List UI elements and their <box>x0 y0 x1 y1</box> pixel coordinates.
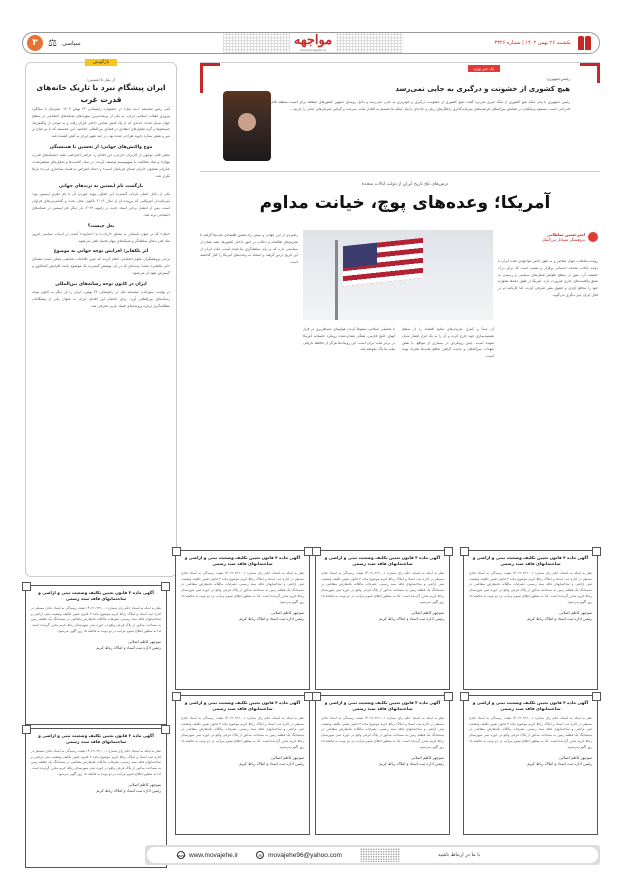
globe-icon: www <box>176 852 186 858</box>
masthead-pattern <box>223 33 403 53</box>
issue-date: یکشنبه ۲۶ بهمن ۱۴۰۲ | شماره ۳۳۲۶ <box>494 40 571 46</box>
notice-title: آگهی ماده ۳ قانون تعیین تکلیف وضعیت ثبتی و اراضی و ساختمانهای فاقد سند رسمی <box>184 700 301 712</box>
legal-notice <box>25 585 167 725</box>
decorative-corner <box>580 63 600 83</box>
masthead-logo[interactable]: مواجهه www.movajehe.ir <box>290 33 336 52</box>
legal-notice <box>463 550 598 690</box>
masthead-url: www.movajehe.ir <box>299 48 327 52</box>
notice-signer: منوچهر کاظم اصلانی <box>558 755 592 761</box>
footer-email[interactable] <box>256 851 342 859</box>
top-story <box>200 62 600 172</box>
notice-title: آگهی ماده ۳ قانون تعیین تکلیف وضعیت ثبتی و اراضی و ساختمانهای فاقد سند رسمی <box>184 555 301 567</box>
left-column-article <box>25 62 177 577</box>
decorative-corner <box>200 63 220 93</box>
section-text: یکی از دلایل اصلی بازتاب گسترده این اتفاق، پیوند خوردن آن با نام جفری اپستین بود؛ سرمایه‌دار آمریکایی که پرونده او از سال ۲۰۱۹ تاکنون محل بحث و گمانه‌زنی‌های فراوان است. پس از انتشار برخی اسناد جدید در ژانویه ۲۰۲۴، بار دیگر نام اپستین در شبکه‌های اجتماعی ترند شد. <box>32 192 170 217</box>
newspaper-logo-icon <box>577 36 591 50</box>
author-pen-icon <box>588 232 598 242</box>
footer-website[interactable] <box>177 851 238 859</box>
notice-title: آگهی ماده ۳ قانون تعیین تکلیف وضعیت ثبتی و اراضی و ساختمانهای فاقد سند رسمی <box>38 733 154 745</box>
notice-signer: منوچهر کاظم اصلانی <box>270 755 304 761</box>
decorative-dots <box>360 848 400 862</box>
notice-signer: منوچهر کاظم اصلانی <box>558 610 592 616</box>
top-story-kicker: رئیس‌جمهوری: <box>545 76 570 81</box>
main-col-right: روایت تعاملات جهان معاصر و به طور خاص مواجهه‌ی ملت ایران با دولت ایالات متحده داستانی پرفراز و نشیب است که برای درک حقیقت آن، عبور از سطح ظواهر شعارهای سیاسی و رسیدن به عمق واقعیت‌های جاری ضرورت دارد. آمریکا در طول دهه‌ها همواره خود را مدافع آزادی و حقوق بشر معرفی کرده، اما کارنامه او در قبال ایران چیز دیگری می‌گوید. <box>498 259 598 298</box>
page-header <box>22 32 600 54</box>
notice-signer: منوچهر کاظم اصلانی <box>127 639 161 645</box>
article-title: ایران پیشگام نبرد با تاریک خانه‌های قدرت غرب <box>36 83 166 104</box>
notice-body: نظر به اینکه به استناد حکم رای شماره ۱۴۰۲۶۰۳۲۱۰۰۱ هیئت رسیدگی به اسناد عادی مستقر در اداره ثبت اسناد و املاک رباط کریم موضوع ماده ۳ قانون تعیین تکلیف وضعیت ثبتی اراضی و ساختمانهای فاقد سند رسمی، تصرفات مالکانه بلامعارض متقاضی در ششدانگ یک قطعه زمین به مساحت مذکور از پلاک فرعی واقع در حوزه ثبتی شهرستان رباط کریم محرز گردیده است. لذا به منظور اطلاع عموم مراتب در دو نوبت به فاصله ۱۵ روز آگهی می‌شود. <box>321 570 445 605</box>
author-name: امیرحسین سلطانی <box>546 232 585 237</box>
footer-slogan: با ما در ارتباط باشید <box>437 852 481 858</box>
notice-body: نظر به اینکه به استناد حکم رای شماره ۱۴۰۲۶۰۳۲۱۰۰۱ هیئت رسیدگی به اسناد عادی مستقر در اداره ثبت اسناد و املاک رباط کریم موضوع ماده ۳ قانون تعیین تکلیف وضعیت ثبتی اراضی و ساختمانهای فاقد سند رسمی، تصرفات مالکانه بلامعارض متقاضی در ششدانگ یک قطعه زمین به مساحت مذکور از پلاک فرعی واقع در حوزه ثبتی شهرستان رباط کریم محرز گردیده است. لذا به منظور اطلاع عموم مراتب در دو نوبت به فاصله ۱۵ روز آگهی می‌شود. <box>31 605 161 634</box>
author-byline <box>498 232 598 242</box>
section-text: در نهایت، سوزاندن مجسمه بعل در راهپیمایی ۲۲ بهمن، ایران را بار دیگر به کانون توجه رسانه‌های بین‌المللی آورد. برای حامیان این اقدام، ایران به عنوان یکی از پیشگامان مطالبه‌گری درباره پرونده‌های فساد غربی معرفی شد. <box>32 289 170 308</box>
notice-signer-role: رئیس اداره ثبت اسناد و املاک رباط کریم <box>239 761 304 767</box>
main-col-left: راهبردی از این جهانی و بستن راه تنفس اقتصادی ملت‌ها گرفته تا تحریم‌های ظالمانه و دخالت در امور داخلی کشورها، همه نشان از سیاستی دارد که بر پایه سلطه‌گری بنا شده است. ملت ایران از این تاریخ درس گرفته و اعتماد به وعده‌های آمریکا را کنار گذاشته است. <box>200 233 298 265</box>
section-heading: بازگشت نام اپستین به ترندهای جهانی <box>58 184 144 190</box>
notice-signer: منوچهر کاظم اصلانی <box>127 782 161 788</box>
page-footer <box>145 845 600 865</box>
main-story-kicker: درس‌های تلخ تاریخ ایران از دولت ایالات متحده <box>361 182 449 187</box>
notice-body: نظر به اینکه به استناد حکم رای شماره ۱۴۰۲۶۰۳۲۱۰۰۱ هیئت رسیدگی به اسناد عادی مستقر در اداره ثبت اسناد و املاک رباط کریم موضوع ماده ۳ قانون تعیین تکلیف وضعیت ثبتی اراضی و ساختمانهای فاقد سند رسمی، تصرفات مالکانه بلامعارض متقاضی در ششدانگ یک قطعه زمین به مساحت مذکور از پلاک فرعی واقع در حوزه ثبتی شهرستان رباط کریم محرز گردیده است. لذا به منظور اطلاع عموم مراتب در دو نوبت به فاصله ۱۵ روز آگهی می‌شود. <box>181 570 305 605</box>
notice-title: آگهی ماده ۳ قانون تعیین تکلیف وضعیت ثبتی و اراضی و ساختمانهای فاقد سند رسمی <box>472 700 589 712</box>
notice-signer-role: رئیس اداره ثبت اسناد و املاک رباط کریم <box>239 616 304 622</box>
president-photo <box>223 91 271 161</box>
legal-notice <box>315 695 450 835</box>
notice-signer-role: رئیس اداره ثبت اسناد و املاک رباط کریم <box>96 788 161 794</box>
notice-signer-role: رئیس اداره ثبت اسناد و املاک رباط کریم <box>527 616 592 622</box>
article-tag: بازگویش <box>85 59 117 66</box>
legal-notice <box>175 550 310 690</box>
notice-signer: منوچهر کاظم اصلانی <box>410 755 444 761</box>
header-left <box>27 35 81 51</box>
page-number-badge: ۳ <box>27 35 43 51</box>
scales-icon: ⚖ <box>48 37 57 49</box>
top-story-title: هیچ کشوری از خشونت و درگیری به جایی نمی‌رسد <box>395 85 570 93</box>
flag-pole <box>335 240 338 320</box>
notice-title: آگهی ماده ۳ قانون تعیین تکلیف وضعیت ثبتی و اراضی و ساختمانهای فاقد سند رسمی <box>324 555 441 567</box>
main-col-mid-left: با تحمیلی اسلامی سقوط کردن هواپیمای مسافربری در فراز آبهای خلیج فارس، همگی نشان‌دهنده رویکرد خصمانه آمریکا در برابر ملت ایران است. این رویدادها هرگز از حافظه تاریخی ملت ما پاک نخواهد شد. <box>303 327 395 352</box>
section-text: «بعل» که در متون باستانی به معنای «ارباب» یا «خداوند» آمده، در ادبیات سیاسی امروز نماد قدرت‌های سلطه‌گر و شبکه‌های پنهان فساد تلقی می‌شود. <box>32 231 170 243</box>
notice-title: آگهی ماده ۳ قانون تعیین تکلیف وضعیت ثبتی و اراضی و ساختمانهای فاقد سند رسمی <box>324 700 441 712</box>
section-name: سیاسی <box>61 39 81 47</box>
notice-title: آگهی ماده ۳ قانون تعیین تکلیف وضعیت ثبتی و اراضی و ساختمانهای فاقد سند رسمی <box>38 590 154 602</box>
email-link[interactable]: movajehe96@yahoo.com <box>268 851 342 859</box>
main-col-mid-right: آن مبدأ و کنترل شریان‌های منابع اقتصاد را از سطح تصمیم‌سازی خود خارج کرده و آن را به یک ابزار فشار تبدیل نموده است. چنین رویکردی در بسیاری از مواقع، با نقض تعهدات بین‌المللی و نادیده گرفتن منافع ملت‌ها همراه بوده است. <box>402 327 494 359</box>
notice-signer-role: رئیس اداره ثبت اسناد و املاک رباط کریم <box>96 645 161 651</box>
article-intro: آنتی رئس مجسمه «بت بعل» در جشنواره راهپیمایی ۲۲ بهمن ۱۴۰۲، همزمان با سالگرد پیروزی انقلاب اسلامی ایران، به یکی از پربحث‌ترین سوژه‌های شبکه‌های اجتماعی در سطح جهان تبدیل شده؛ حدادی که از یک کنش نمادین داخلی فراتر رفت و به موجی از واکنش‌ها، جستجوها و گره تحلیل‌های انتقادی در فضای بین‌المللی انجامید. این مجسمه که با دو شاخ بر سر و نقش ستاره داوود طراحی شده بود، در چند شهر ایران به آتش کشیده شد. <box>32 107 170 139</box>
notice-body: نظر به اینکه به استناد حکم رای شماره ۱۴۰۲۶۰۳۲۱۰۰۱ هیئت رسیدگی به اسناد عادی مستقر در اداره ثبت اسناد و املاک رباط کریم موضوع ماده ۳ قانون تعیین تکلیف وضعیت ثبتی اراضی و ساختمانهای فاقد سند رسمی، تصرفات مالکانه بلامعارض متقاضی در ششدانگ یک قطعه زمین به مساحت مذکور از پلاک فرعی واقع در حوزه ثبتی شهرستان رباط کریم محرز گردیده است. لذا به منظور اطلاع عموم مراتب در دو نوبت به فاصله ۱۵ روز آگهی می‌شود. <box>181 715 305 750</box>
header-right <box>495 36 591 50</box>
section-text: بخش قابل توجهی از کاربران خارجی، این اقدام را حرکتی اعتراضی علیه «شبکه‌های قدرت پنهان» و نماد مخالفت با صهیونیسم توصیف کردند. در میان کامنت‌ها و تحلیل‌های منتشرشده، عباراتی همچون «ایران صدای قربانیان است» و «نماد اعتراض به فساد ساختاری غرب» بارها تکرار شد. <box>32 153 170 178</box>
website-link[interactable]: www.movajehe.ir <box>189 851 239 859</box>
notice-signer-role: رئیس اداره ثبت اسناد و املاک رباط کریم <box>379 761 444 767</box>
notice-signer: منوچهر کاظم اصلانی <box>410 610 444 616</box>
author-role: پژوهشگر مسائل بین‌الملل <box>541 237 585 242</box>
notice-body: نظر به اینکه به استناد حکم رای شماره ۱۴۰۲۶۰۳۲۱۰۰۱ هیئت رسیدگی به اسناد عادی مستقر در اداره ثبت اسناد و املاک رباط کریم موضوع ماده ۳ قانون تعیین تکلیف وضعیت ثبتی اراضی و ساختمانهای فاقد سند رسمی، تصرفات مالکانه بلامعارض متقاضی در ششدانگ یک قطعه زمین به مساحت مذکور از پلاک فرعی واقع در حوزه ثبتی شهرستان رباط کریم محرز گردیده است. لذا به منظور اطلاع عموم مراتب در دو نوبت به فاصله ۱۵ روز آگهی می‌شود. <box>31 748 161 777</box>
article-kicker: از بعل تا اپستین؛ <box>87 77 115 82</box>
top-story-body: رئیس جمهوری با بیان اینکه هیچ کشوری از جنگ خیری نمی‌برد گفت: هیچ کشوری از خشونت، درگیری و خونریزی به جایی نمی‌رسد و دلایل روسای جمهور کشورهای منطقه برای امنیت منطقه قابل قدردانی است. مسعود پزشکیان در همایش بین‌المللی فرصت‌های سرمایه‌گذاری راهکارهای ریلی و جاده‌ای با بیان اینکه ما تصمیم به اقتدار ملت، سرعت و گرفتن شریان‌های حیاتی را داریم... <box>270 100 570 111</box>
section-heading: اثر بلکفایر؛ افزایش توجه جهانی به موضوع <box>53 249 149 255</box>
section-text: برخی پژوهشگران علوم اجتماعی اعلام کردند که چنین اقدامات نمایشی ممکن است مصداق «اثر بلکفایر» باشد؛ پدیده‌ای که در آن، پوشش گسترده یک موضوع باعث افزایش کنجکاوی و گسترش نفوذ آن می‌شود. <box>32 257 170 276</box>
notice-body: نظر به اینکه به استناد حکم رای شماره ۱۴۰۲۶۰۳۲۱۰۰۱ هیئت رسیدگی به اسناد عادی مستقر در اداره ثبت اسناد و املاک رباط کریم موضوع ماده ۳ قانون تعیین تکلیف وضعیت ثبتی اراضی و ساختمانهای فاقد سند رسمی، تصرفات مالکانه بلامعارض متقاضی در ششدانگ یک قطعه زمین به مساحت مذکور از پلاک فرعی واقع در حوزه ثبتی شهرستان رباط کریم محرز گردیده است. لذا به منظور اطلاع عموم مراتب در دو نوبت به فاصله ۱۵ روز آگهی می‌شود. <box>321 715 445 750</box>
legal-notice <box>175 695 310 835</box>
flag-photo <box>303 230 493 320</box>
notice-body: نظر به اینکه به استناد حکم رای شماره ۱۴۰۲۶۰۳۲۱۰۰۱ هیئت رسیدگی به اسناد عادی مستقر در اداره ثبت اسناد و املاک رباط کریم موضوع ماده ۳ قانون تعیین تکلیف وضعیت ثبتی اراضی و ساختمانهای فاقد سند رسمی، تصرفات مالکانه بلامعارض متقاضی در ششدانگ یک قطعه زمین به مساحت مذکور از پلاک فرعی واقع در حوزه ثبتی شهرستان رباط کریم محرز گردیده است. لذا به منظور اطلاع عموم مراتب در دو نوبت به فاصله ۱۵ روز آگهی می‌شود. <box>469 570 593 605</box>
section-heading: بعل چیست؟ <box>87 223 115 229</box>
envelope-icon: ✉ <box>256 851 264 859</box>
us-flag-image <box>343 238 423 286</box>
legal-notice <box>463 695 598 835</box>
top-story-tag: یک خبر ویژه <box>468 65 500 72</box>
notice-signer: منوچهر کاظم اصلانی <box>270 610 304 616</box>
notice-signer-role: رئیس اداره ثبت اسناد و املاک رباط کریم <box>379 616 444 622</box>
notice-signer-role: رئیس اداره ثبت اسناد و املاک رباط کریم <box>527 761 592 767</box>
notice-title: آگهی ماده ۳ قانون تعیین تکلیف وضعیت ثبتی و اراضی و ساختمانهای فاقد سند رسمی <box>472 555 589 567</box>
legal-notice <box>315 550 450 690</box>
section-heading: موج واکنش‌های جهانی؛ از تحسین تا همبستگی <box>49 145 153 151</box>
section-heading: ایران در کانون توجه رسانه‌های بین‌المللی <box>55 281 147 287</box>
notice-body: نظر به اینکه به استناد حکم رای شماره ۱۴۰۲۶۰۳۲۱۰۰۱ هیئت رسیدگی به اسناد عادی مستقر در اداره ثبت اسناد و املاک رباط کریم موضوع ماده ۳ قانون تعیین تکلیف وضعیت ثبتی اراضی و ساختمانهای فاقد سند رسمی، تصرفات مالکانه بلامعارض متقاضی در ششدانگ یک قطعه زمین به مساحت مذکور از پلاک فرعی واقع در حوزه ثبتی شهرستان رباط کریم محرز گردیده است. لذا به منظور اطلاع عموم مراتب در دو نوبت به فاصله ۱۵ روز آگهی می‌شود. <box>469 715 593 750</box>
main-story-title: آمریکا؛ وعده‌های پوچ، خیانت مداوم <box>259 193 551 213</box>
